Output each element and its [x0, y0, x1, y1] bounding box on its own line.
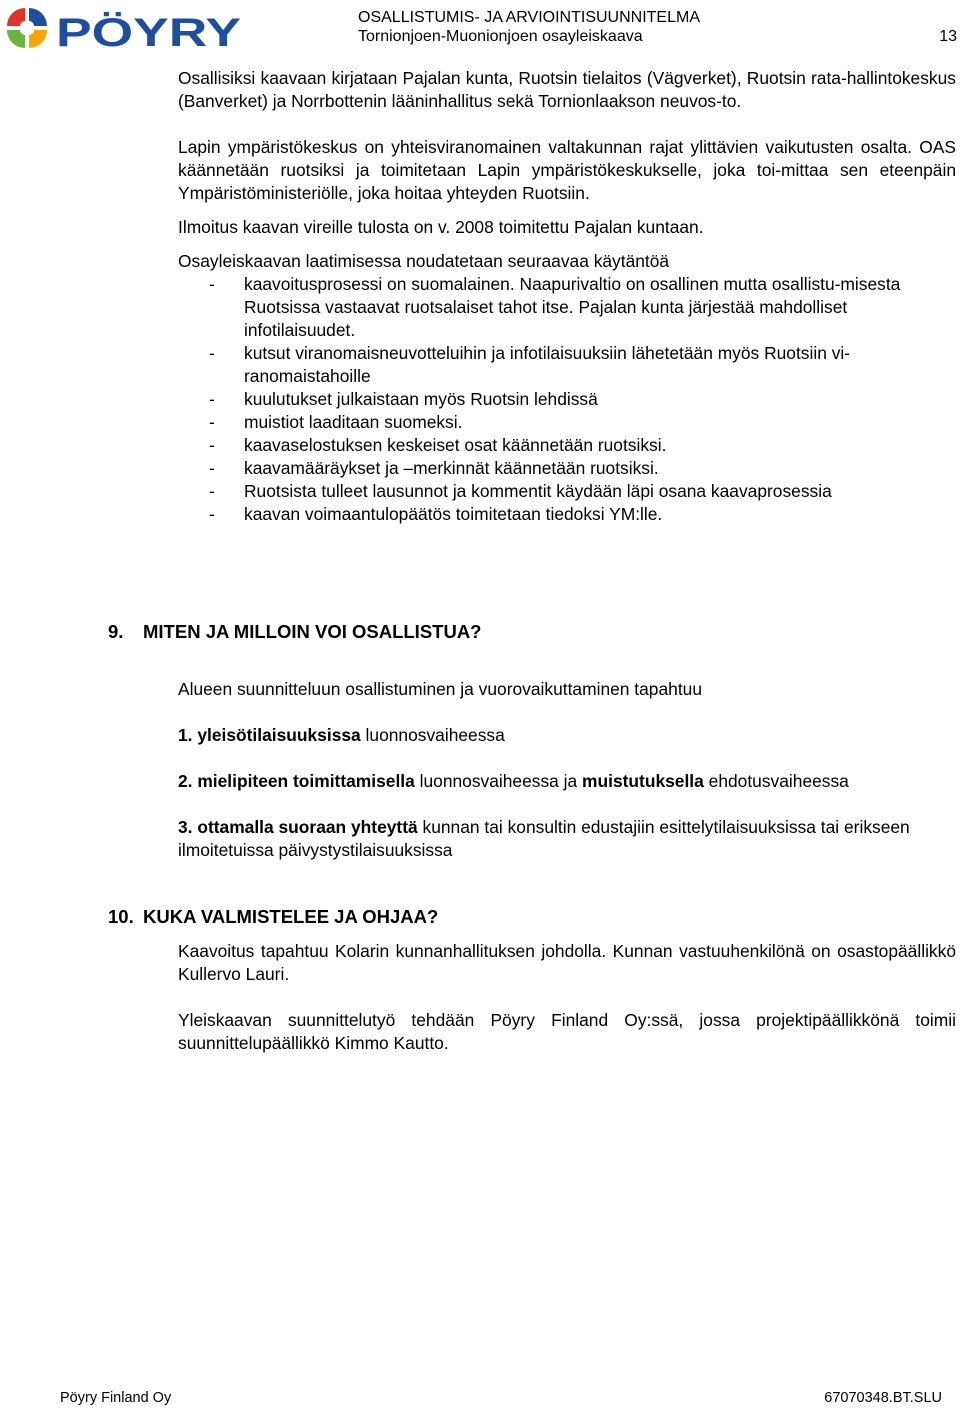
logo-wordmark: PÖYRY	[56, 11, 195, 51]
list-item: - kaavoitusprosessi on suomalainen. Naapurivaltio on osallinen mutta osallistu-misesta Ruotsissa vastaavat ruotsalaiset tahot itse. Pajalan kunta järjestää mahdolliset infotilaisuudet.	[178, 273, 956, 342]
list-item: - kaavaselostuksen keskeiset osat käännetään ruotsiksi.	[178, 434, 956, 457]
paragraph-stakeholders: Osallisiksi kaavaan kirjataan Pajalan kunta, Ruotsin tielaitos (Vägverket), Ruotsin rata-hallintokeskus (Banverket) ja Norrbottenin lääninhallitus sekä Tornionlaakson neuvos-to.	[178, 68, 956, 111]
page-number: 13	[939, 28, 957, 45]
footer-doc-code: 67070348.BT.SLU	[824, 1390, 942, 1406]
footer-company: Pöyry Finland Oy	[60, 1390, 172, 1406]
section-10-paragraph-1: Kaavoitus tapahtuu Kolarin kunnanhallituksen johdolla. Kunnan vastuuhenkilönä on osastopäällikkö Kullervo Lauri.	[178, 941, 956, 984]
list-item: - kutsut viranomaisneuvotteluihin ja infotilaisuuksiin lähetetään myös Ruotsiin vi-ranomaistahoille	[178, 342, 956, 388]
logo-emblem-icon	[7, 8, 47, 48]
section-10-body	[178, 940, 956, 1055]
section-9-number: 9.	[108, 621, 124, 642]
paragraph-notice: Ilmoitus kaavan vireille tulosta on v. 2008 toimitettu Pajalan kuntaan.	[178, 217, 704, 237]
participation-item-1: 1. yleisötilaisuuksissa luonnosvaiheessa	[178, 725, 505, 745]
section-9-intro: Alueen suunnitteluun osallistuminen ja vuorovaikuttaminen tapahtuu	[178, 679, 702, 699]
list-item: - kaavan voimaantulopäätös toimitetaan tiedoksi YM:lle.	[178, 503, 956, 526]
section-9-body	[178, 678, 956, 862]
document-subtitle: Tornionjoen-Muonionjoen osayleiskaava	[358, 28, 643, 45]
participation-item-2: 2. mielipiteen toimittamisella luonnosvaiheessa ja muistutuksella ehdotusvaiheessa	[178, 771, 849, 791]
section-9-title: MITEN JA MILLOIN VOI OSALLISTUA?	[143, 621, 482, 642]
document-title: OSALLISTUMIS- JA ARVIOINTISUUNNITELMA	[358, 9, 700, 26]
section-9-heading	[108, 620, 481, 643]
list-item: - kuulutukset julkaistaan myös Ruotsin lehdissä	[178, 388, 956, 411]
poyry-logo	[4, 5, 244, 51]
section-10-heading	[108, 905, 438, 928]
list-item: - muistiot laaditaan suomeksi.	[178, 411, 956, 434]
practice-list	[178, 273, 956, 526]
participation-item-3: 3. ottamalla suoraan yhteyttä kunnan tai konsultin edustajiin esittelytilaisuuksissa tai erikseen ilmoitetuissa päivystystilaisuuksissa	[178, 817, 910, 860]
section-10-number: 10.	[108, 906, 134, 927]
paragraph-environment-centre: Lapin ympäristökeskus on yhteisviranomainen valtakunnan rajat ylittävien vaikutusten osalta. OAS käännetään ruotsiksi ja toimitetaan Lapin ympäristökeskukselle, joka toi-mittaa sen eteenpäin Ympäristöministeriölle, joka hoitaa yhteyden Ruotsiin.	[178, 137, 956, 203]
paragraph-practice-intro: Osayleiskaavan laatimisessa noudatetaan seuraavaa käytäntöä	[178, 251, 670, 271]
list-item: - kaavamääräykset ja –merkinnät käännetään ruotsiksi.	[178, 457, 956, 480]
section-10-paragraph-2: Yleiskaavan suunnittelutyö tehdään Pöyry Finland Oy:ssä, jossa projektipäällikkönä toimii suunnittelupäällikkö Kimmo Kautto.	[178, 1010, 956, 1053]
section-10-title: KUKA VALMISTELEE JA OHJAA?	[143, 906, 439, 927]
body-text	[178, 67, 956, 526]
list-item: - Ruotsista tulleet lausunnot ja kommentit käydään läpi osana kaavaprosessia	[178, 480, 956, 503]
